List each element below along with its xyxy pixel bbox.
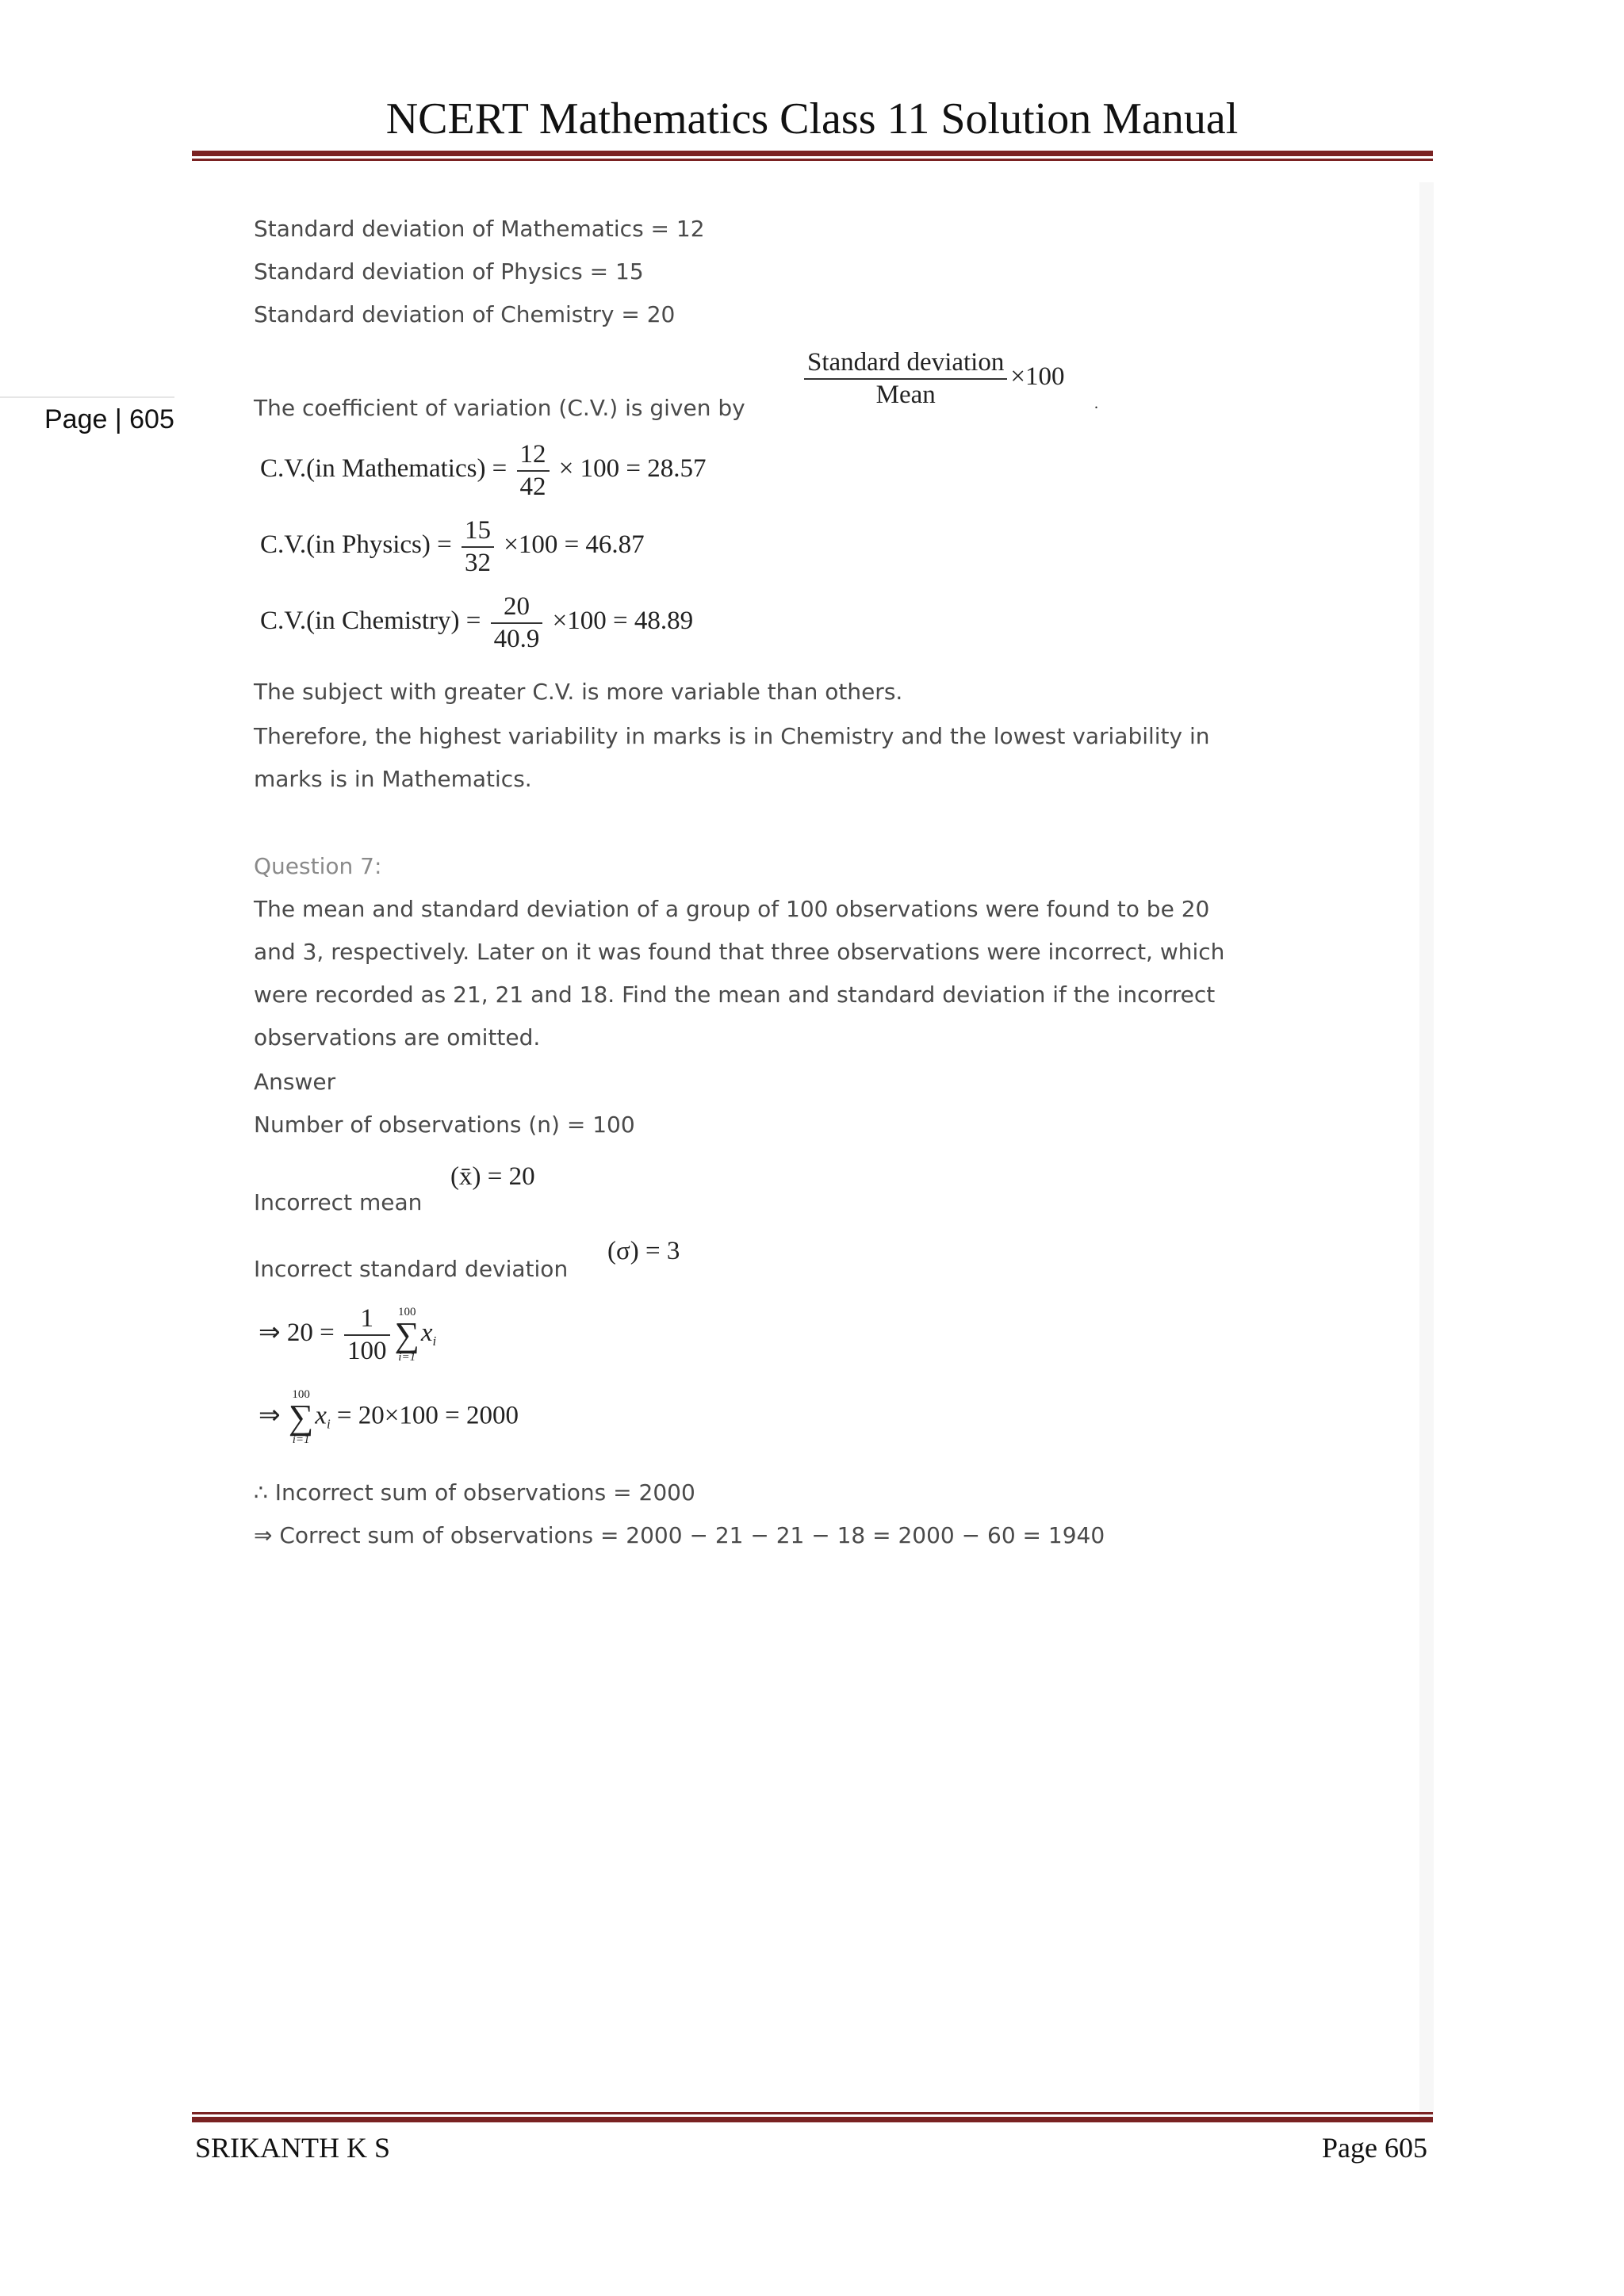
side-divider xyxy=(0,396,174,398)
sigma-icon: ∑ xyxy=(394,1314,419,1354)
eq1-num: 1 xyxy=(344,1305,390,1336)
eq2-upper-limit: 100 xyxy=(292,1388,310,1401)
equation-mean xyxy=(259,1305,436,1364)
question-line-3: were recorded as 21, 21 and 18. Find the mean and standard deviation if the incorrect xyxy=(254,982,1216,1008)
cv-phys-den: 32 xyxy=(464,548,491,577)
eq2-lhs: ⇒ xyxy=(259,1401,281,1430)
cv-math-den: 42 xyxy=(519,472,546,501)
cv-chem-den: 40.9 xyxy=(493,624,540,653)
cv-math-num: 12 xyxy=(517,441,550,472)
equation-sum xyxy=(259,1389,519,1446)
cv-phys-rhs: ×100 = 46.87 xyxy=(504,530,645,560)
sigma-icon: ∑ xyxy=(288,1398,314,1437)
cv-intro: The coefficient of variation (C.V.) is given by xyxy=(254,395,745,421)
scan-edge-shade xyxy=(1419,182,1434,2117)
eq1-sigma xyxy=(395,1307,419,1364)
eq1-upper-limit: 100 xyxy=(397,1305,416,1318)
incorrect-mean-math: (x̄) = 20 xyxy=(450,1162,535,1191)
footer-rule-thin xyxy=(192,2112,1433,2114)
side-page-label: Page | 605 xyxy=(44,404,174,434)
conclusion-line-1: Therefore, the highest variability in marks is in Chemistry and the lowest variability in xyxy=(254,723,1210,749)
eq1-variable: x xyxy=(420,1318,433,1348)
cv-phys-lhs: C.V.(in Physics) = xyxy=(260,530,452,560)
cv-formula-denominator: Mean xyxy=(875,380,936,409)
header-rule xyxy=(192,151,1433,156)
incorrect-sd-label: Incorrect standard deviation xyxy=(254,1256,569,1282)
incorrect-sum: ∴ Incorrect sum of observations = 2000 xyxy=(254,1479,695,1506)
cv-math-lhs: C.V.(in Mathematics) = xyxy=(260,454,508,484)
eq2-subscript: i xyxy=(326,1416,331,1432)
eq1-subscript: i xyxy=(432,1334,437,1349)
cv-chem-lhs: C.V.(in Chemistry) = xyxy=(260,607,481,636)
cv-math-rhs: × 100 = 28.57 xyxy=(558,454,707,484)
cv-formula-multiplier: ×100 xyxy=(1010,362,1065,392)
cv-formula-trailing-dot: . xyxy=(1094,395,1098,412)
question-line-4: observations are omitted. xyxy=(254,1024,541,1050)
cv-formula xyxy=(801,349,1064,408)
eq1-lower-limit: i=1 xyxy=(398,1350,416,1364)
incorrect-mean-label: Incorrect mean xyxy=(254,1189,423,1215)
cv-chem-num: 20 xyxy=(491,593,543,624)
cv-math-fraction xyxy=(517,441,550,500)
question-heading: Question 7: xyxy=(254,853,382,879)
cv-phys-num: 15 xyxy=(462,517,494,548)
question-line-1: The mean and standard deviation of a group of 100 observations were found to be 20 xyxy=(254,896,1210,922)
page-header-title: NCERT Mathematics Class 11 Solution Manual xyxy=(385,94,1239,144)
conclusion-line-2: marks is in Mathematics. xyxy=(254,766,532,792)
incorrect-sd-math: (σ) = 3 xyxy=(607,1237,680,1265)
eq1-fraction xyxy=(344,1305,390,1364)
cv-physics xyxy=(260,517,645,576)
eq2-lower-limit: i=1 xyxy=(292,1433,310,1446)
eq1-den: 100 xyxy=(347,1336,387,1365)
header-rule-thin xyxy=(192,159,1433,161)
eq2-sigma xyxy=(289,1389,313,1446)
cv-phys-fraction xyxy=(462,517,494,576)
cv-formula-fraction xyxy=(804,349,1007,408)
answer-label: Answer xyxy=(254,1069,336,1095)
cv-formula-numerator: Standard deviation xyxy=(804,349,1007,380)
sd-mathematics: Standard deviation of Mathematics = 12 xyxy=(254,216,705,242)
greater-cv-statement: The subject with greater C.V. is more variable than others. xyxy=(254,679,903,705)
observation-count: Number of observations (n) = 100 xyxy=(254,1112,635,1138)
cv-mathematics xyxy=(260,441,707,500)
sd-chemistry: Standard deviation of Chemistry = 20 xyxy=(254,301,676,327)
footer-rule xyxy=(192,2117,1433,2122)
eq1-lhs: ⇒ 20 = xyxy=(259,1318,335,1348)
question-line-2: and 3, respectively. Later on it was found that three observations were incorrect, which xyxy=(254,939,1225,965)
cv-chem-rhs: ×100 = 48.89 xyxy=(552,607,694,636)
footer-page-number: Page 605 xyxy=(1322,2132,1427,2164)
cv-chem-fraction xyxy=(491,593,543,652)
correct-sum: ⇒ Correct sum of observations = 2000 − 21 − 21 − 18 = 2000 − 60 = 1940 xyxy=(254,1522,1105,1548)
cv-chemistry xyxy=(260,593,693,652)
sd-physics: Standard deviation of Physics = 15 xyxy=(254,258,644,285)
eq2-variable: x xyxy=(315,1401,327,1430)
eq2-rhs: = 20×100 = 2000 xyxy=(336,1401,519,1430)
footer-author: SRIKANTH K S xyxy=(195,2132,391,2164)
